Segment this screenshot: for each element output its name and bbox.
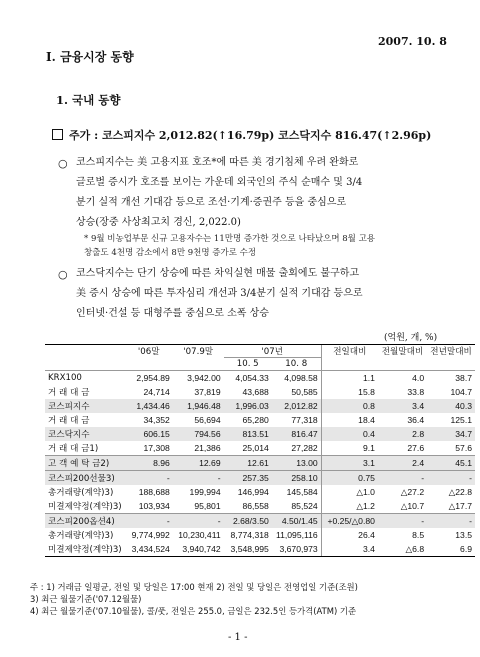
units-label: (억원, 개, %): [384, 333, 438, 343]
table-cell: 45.1: [427, 456, 475, 471]
table-cell: 2,954.89: [125, 371, 173, 386]
row-label: 총거래량(계약)3): [48, 531, 114, 541]
table-cell: 4.50/1.45: [272, 514, 321, 529]
table-cell: 50,585: [291, 387, 318, 397]
para-line: 코스닥지수는 단기 상승에 따른 차익실현 매물 출회에도 불구하고: [76, 268, 360, 279]
table-cell: 2.68/3.50: [224, 514, 272, 529]
table-cell: 6.9: [427, 542, 475, 557]
table-cell: 11,095,116: [275, 530, 318, 540]
table-row: [45, 385, 475, 399]
table-cell: 18.4: [321, 413, 378, 427]
table-cell: 25,014: [242, 443, 269, 453]
table-row: [45, 499, 475, 514]
table-cell: 8.96: [125, 456, 173, 471]
table-cell: 125.1: [450, 415, 472, 425]
para-line: 분기 실적 개선 기대감 등으로 조선·기계·증권주 등을 중심으로: [76, 197, 347, 208]
table-cell: 57.6: [455, 443, 472, 453]
table-cell: 13.5: [455, 530, 472, 540]
header-cell: 전년말대비: [427, 345, 475, 358]
header-cell: 전월말대비: [378, 345, 427, 358]
market-table: [45, 344, 475, 557]
table-cell: 1.1: [321, 371, 378, 386]
table-cell: 10,230,411: [178, 530, 221, 540]
table-cell: 8.5: [412, 530, 425, 540]
table-cell: 816.47: [272, 427, 321, 441]
table-cell: 15.8: [321, 385, 378, 399]
table-cell: 36.4: [407, 415, 425, 425]
kosdaq-paragraph: [76, 264, 363, 324]
table-cell: 77,318: [291, 415, 318, 425]
table-cell: 24,714: [143, 387, 170, 397]
table-cell: △1.0: [321, 485, 378, 499]
table-cell: 17,308: [143, 443, 170, 453]
table-cell: 3.1: [321, 456, 378, 471]
table-cell: 12.69: [173, 456, 224, 471]
table-header-row: [45, 345, 475, 358]
row-label: 미결제약정(계약)3): [48, 502, 122, 512]
table-cell: △1.2: [321, 499, 378, 514]
table-cell: -: [125, 514, 173, 529]
table-cell: 3,548,995: [224, 542, 272, 557]
table-cell: -: [173, 514, 224, 529]
table-row: [45, 399, 475, 413]
report-date: 2007. 10. 8: [378, 35, 447, 48]
table-cell: 1,434.46: [125, 399, 173, 413]
para-line: 코스피지수는 美 고용지표 호조*에 따른 美 경기침체 우려 완화로: [76, 157, 359, 168]
table-cell: 146,994: [237, 487, 269, 497]
stock-summary: [52, 127, 431, 143]
table-cell: 606.15: [125, 427, 173, 441]
table-cell: 9,774,992: [131, 530, 170, 540]
table-row: [45, 371, 475, 386]
table-cell: 27,282: [291, 443, 318, 453]
table-cell: 34,352: [143, 415, 170, 425]
row-label: KRX100: [45, 371, 125, 386]
table-cell: 2,012.82: [272, 399, 321, 413]
table-cell: 145,584: [286, 487, 318, 497]
header-cell: '07.9말: [173, 345, 224, 358]
stock-summary-text: 주가 : 코스피지수 2,012.82(↑16.79p) 코스닥지수 816.47(↑2.96p): [69, 129, 432, 142]
row-label: 코스피지수: [45, 399, 125, 413]
row-label: 미결제약정(계약)3): [45, 542, 125, 557]
footnote-line: 3) 최근 월물기준('07.12월물): [30, 594, 142, 604]
table-cell: 4,098.58: [272, 371, 321, 386]
row-label: 코스닥지수: [45, 427, 125, 441]
table-cell: +0.25/△0.80: [321, 514, 378, 529]
table-row: [45, 514, 475, 529]
table-row: [45, 456, 475, 471]
row-label: 코스피200옵션4): [45, 514, 125, 529]
para-line: 인터넷·건설 등 대형주를 중심으로 소폭 상승: [76, 308, 269, 319]
table-cell: 9.1: [321, 441, 378, 456]
para-line: 美 증시 상승에 따른 투자심리 개선과 3/4분기 실적 기대감 등으로: [76, 288, 363, 299]
subsection-title: 1. 국내 동향: [56, 93, 121, 107]
footnote-line: 주 : 1) 거래금 일평균, 전일 및 당일은 17:00 현재 2) 전일 및 당일은 전영업일 기준(조원): [30, 582, 358, 592]
table-cell: △10.7: [400, 500, 425, 511]
table-cell: 37,819: [194, 387, 221, 397]
table-row: [45, 441, 475, 456]
table-cell: 4.0: [378, 371, 427, 386]
table-row: [45, 427, 475, 441]
header-empty: [45, 345, 125, 358]
table-cell: 26.4: [321, 528, 378, 542]
table-cell: 1,996.03: [224, 399, 272, 413]
para-line: 글로벌 증시가 호조를 보이는 가운데 외국인의 주식 순매수 및 3/4: [76, 177, 363, 188]
table-cell: 13.00: [272, 456, 321, 471]
table-cell: -: [427, 514, 475, 529]
header-cell: 전일대비: [321, 345, 378, 358]
subheader-cell: 10. 8: [272, 358, 321, 371]
table-cell: 65,280: [242, 415, 269, 425]
header-cell: '07년: [224, 345, 322, 358]
row-label: 코스피200선물3): [45, 471, 125, 486]
table-cell: 85,524: [291, 501, 318, 511]
table-cell: 4,054.33: [224, 371, 272, 386]
table-cell: 12.61: [224, 456, 272, 471]
table-cell: 0.4: [321, 427, 378, 441]
table-row: [45, 413, 475, 427]
table-row: [45, 471, 475, 486]
table-cell: 40.3: [427, 399, 475, 413]
table-cell: 3,434,524: [125, 542, 173, 557]
table-cell: 199,994: [189, 487, 221, 497]
table-cell: 27.6: [407, 443, 425, 453]
note-line: 창출도 4천명 감소에서 8만 9천명 증가로 수정: [84, 248, 257, 258]
table-cell: 813.51: [224, 427, 272, 441]
table-cell: 3,942.00: [173, 371, 224, 386]
table-cell: 21,386: [194, 443, 221, 453]
row-label: 총거래량(계약)3): [48, 488, 114, 498]
table-cell: 0.75: [321, 471, 378, 486]
table-cell: 3,940,742: [173, 542, 224, 557]
table-subheader-row: [45, 358, 475, 371]
table-cell: 1,946.48: [173, 399, 224, 413]
table-cell: 3.4: [321, 542, 378, 557]
row-label: 고 객 예 탁 금2): [45, 456, 125, 471]
table-row: [45, 528, 475, 542]
section-title: I. 금융시장 동향: [46, 50, 134, 64]
table-cell: 56,694: [194, 415, 221, 425]
table-cell: 257.35: [224, 471, 272, 486]
table-cell: 86,558: [242, 501, 269, 511]
table-cell: -: [378, 471, 427, 486]
table-row: [45, 485, 475, 499]
table-cell: 2.8: [378, 427, 427, 441]
table-cell: 2.4: [378, 456, 427, 471]
table-row: [45, 542, 475, 557]
table-cell: -: [173, 471, 224, 486]
table-cell: 0.8: [321, 399, 378, 413]
table-cell: 188,688: [138, 487, 170, 497]
table-cell: -: [125, 471, 173, 486]
para-line: 상승(장중 사상최고치 경신, 2,022.0): [76, 217, 241, 228]
table-cell: -: [378, 514, 427, 529]
table-cell: 3,670,973: [272, 542, 321, 557]
table-cell: △6.8: [378, 542, 427, 557]
table-cell: 794.56: [173, 427, 224, 441]
header-cell: '06말: [125, 345, 173, 358]
table-cell: -: [427, 471, 475, 486]
table-cell: 8,774,318: [230, 530, 269, 540]
table-cell: 3.4: [378, 399, 427, 413]
row-label: 거 래 대 금: [48, 416, 90, 426]
table-cell: 33.8: [407, 387, 425, 397]
note-line: * 9월 비농업부문 신규 고용자수는 11만명 증가한 것으로 나타났으며 8월 고용: [84, 234, 376, 244]
footnotes: [30, 581, 358, 617]
table-cell: 38.7: [427, 371, 475, 386]
checkbox-square-icon: [52, 129, 63, 140]
footnote-line: 4) 최근 월물기준('07.10월물), 콜/풋, 전일은 255.0, 금일은 232.5인 등가격(ATM) 기준: [30, 606, 357, 616]
table-cell: 43,688: [242, 387, 269, 397]
table-cell: 34.7: [427, 427, 475, 441]
table-cell: △22.8: [448, 486, 472, 497]
subheader-cell: 10. 5: [224, 358, 272, 371]
row-label: 거 래 대 금: [48, 388, 90, 398]
page-number: - 1 -: [228, 632, 248, 643]
table-cell: 103,934: [138, 501, 170, 511]
table-cell: 258.10: [272, 471, 321, 486]
table-cell: 95,801: [194, 501, 221, 511]
row-label: 거 래 대 금1): [48, 444, 99, 454]
table-cell: 104.7: [450, 387, 472, 397]
employment-note: [84, 232, 375, 260]
table-cell: △27.2: [400, 486, 425, 497]
bullet-circle-icon: ○: [58, 157, 68, 170]
bullet-circle-icon: ○: [58, 268, 68, 281]
kospi-paragraph: [76, 153, 362, 233]
table-cell: △17.7: [448, 500, 472, 511]
